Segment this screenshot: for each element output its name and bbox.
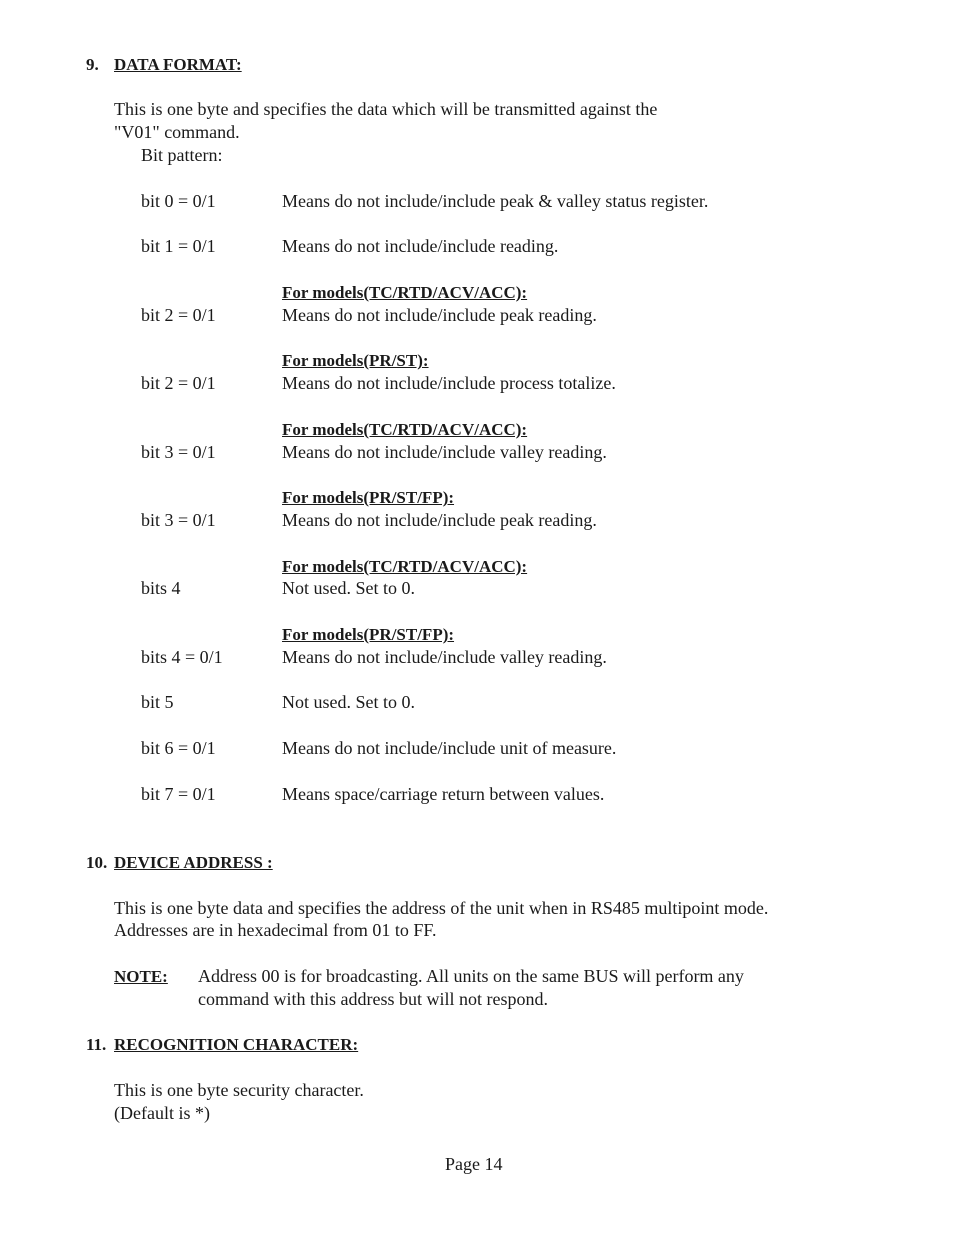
page-number: Page 14	[445, 1154, 503, 1174]
bit-label: bit 3 = 0/1	[141, 442, 216, 462]
note-line-1: Address 00 is for broadcasting. All units on the same BUS will perform any	[198, 966, 744, 986]
bit-description: Means do not include/include valley reading.	[282, 647, 607, 667]
model-heading: For models(PR/ST/FP):	[282, 625, 455, 644]
section-9-number: 9.	[86, 55, 99, 74]
bit-description: Means do not include/include valley reading.	[282, 442, 607, 462]
model-heading: For models(TC/RTD/ACV/ACC):	[282, 557, 528, 576]
bit-description: Means do not include/include unit of measure.	[282, 738, 617, 758]
bit-label: bit 6 = 0/1	[141, 738, 216, 758]
model-heading: For models(PR/ST):	[282, 351, 429, 370]
bit-label: bit 5	[141, 692, 174, 712]
section-9-title: DATA FORMAT:	[114, 55, 242, 74]
section-9-intro-line-2: "V01" command.	[114, 122, 240, 142]
bit-description: Not used. Set to 0.	[282, 692, 415, 712]
bit-description: Means do not include/include peak & valley status register.	[282, 191, 709, 211]
section-10-line-1: This is one byte data and specifies the address of the unit when in RS485 multipoint mode.	[114, 898, 769, 918]
bit-description: Means do not include/include peak reading.	[282, 510, 597, 530]
note-label: NOTE:	[114, 967, 168, 986]
bit-label: bit 2 = 0/1	[141, 305, 216, 325]
bit-description: Not used. Set to 0.	[282, 578, 415, 598]
section-10-number: 10.	[86, 853, 108, 872]
section-11-title: RECOGNITION CHARACTER:	[114, 1035, 359, 1054]
section-11-line-2: (Default is *)	[114, 1103, 210, 1123]
bit-label: bit 0 = 0/1	[141, 191, 216, 211]
bit-label: bit 3 = 0/1	[141, 510, 216, 530]
bit-pattern-label: Bit pattern:	[141, 145, 223, 165]
model-heading: For models(PR/ST/FP):	[282, 488, 455, 507]
bit-label: bits 4 = 0/1	[141, 647, 223, 667]
section-11-number: 11.	[86, 1035, 107, 1054]
section-11-line-1: This is one byte security character.	[114, 1080, 364, 1100]
model-heading: For models(TC/RTD/ACV/ACC):	[282, 283, 528, 302]
bit-description: Means space/carriage return between values.	[282, 784, 605, 804]
note-line-2: command with this address but will not respond.	[198, 989, 548, 1009]
bit-label: bit 7 = 0/1	[141, 784, 216, 804]
section-10-title: DEVICE ADDRESS :	[114, 853, 273, 872]
model-heading: For models(TC/RTD/ACV/ACC):	[282, 420, 528, 439]
bit-description: Means do not include/include process totalize.	[282, 373, 616, 393]
bit-description: Means do not include/include peak reading.	[282, 305, 597, 325]
section-9-intro-line-1: This is one byte and specifies the data which will be transmitted against the	[114, 99, 658, 119]
section-10-line-2: Addresses are in hexadecimal from 01 to FF.	[114, 920, 437, 940]
bit-label: bit 1 = 0/1	[141, 236, 216, 256]
bit-label: bits 4	[141, 578, 181, 598]
bit-label: bit 2 = 0/1	[141, 373, 216, 393]
bit-description: Means do not include/include reading.	[282, 236, 559, 256]
